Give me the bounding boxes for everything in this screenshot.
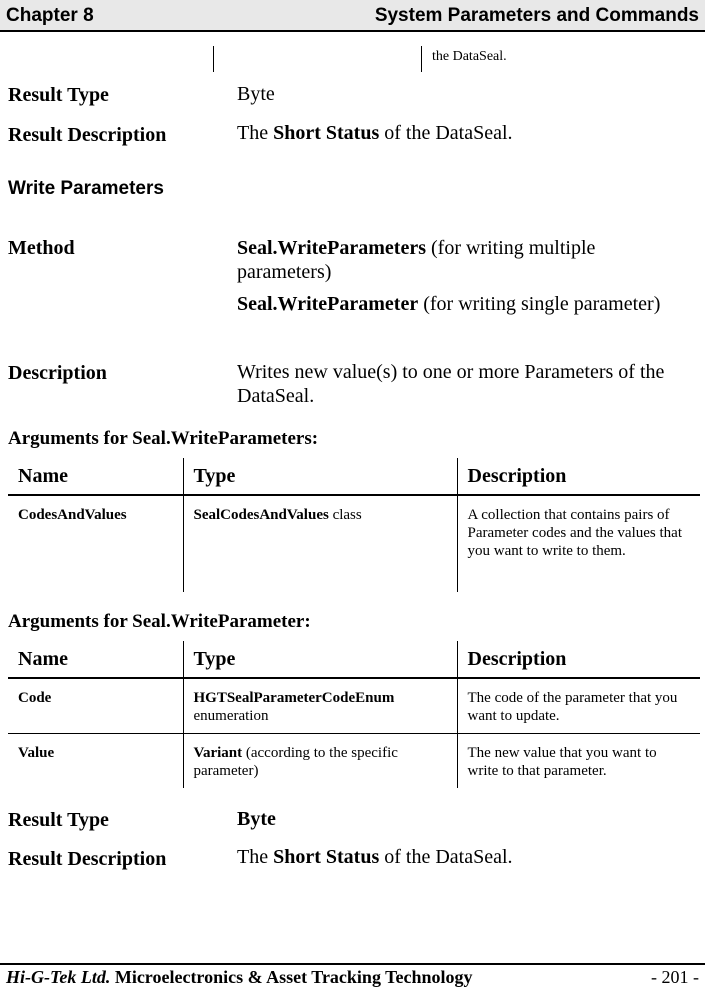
arguments-table <box>8 458 700 592</box>
type-note: (according to the specific parameter) <box>193 745 398 779</box>
table-row <box>8 678 700 734</box>
short-status-term: Short Status <box>273 846 380 868</box>
argument-description: A collection that contains pairs of Parameter codes and the values that you want to write to them. <box>457 495 700 592</box>
argument-type <box>183 495 457 592</box>
type-note: class <box>328 507 362 523</box>
table-divider <box>213 46 214 72</box>
text-suffix: of the DataSeal. <box>379 846 513 868</box>
result-description-label: Result Description <box>8 848 167 870</box>
footer-rule <box>0 963 705 965</box>
argument-description: The new value that you want to write to that parameter. <box>457 734 700 789</box>
description-continuation: the DataSeal. <box>432 49 507 64</box>
chapter-label: Chapter 8 <box>6 5 94 26</box>
table-divider <box>421 46 422 72</box>
type-name: Variant <box>193 745 243 761</box>
column-header: Type <box>183 641 457 678</box>
column-header: Name <box>8 641 183 678</box>
text-suffix: of the DataSeal. <box>379 122 513 144</box>
type-note: enumeration <box>193 708 269 724</box>
page-header <box>0 0 705 32</box>
type-name: SealCodesAndValues <box>193 507 329 523</box>
result-description-label: Result Description <box>8 124 167 146</box>
arguments-title: Arguments for Seal.WriteParameters: <box>8 428 319 449</box>
argument-name: Code <box>18 690 52 706</box>
footer-company <box>6 967 472 988</box>
description-label: Description <box>8 362 107 384</box>
table-row <box>8 495 700 592</box>
argument-name: CodesAndValues <box>18 507 127 523</box>
result-type-label: Result Type <box>8 809 109 831</box>
column-header: Description <box>457 641 700 678</box>
column-header: Type <box>183 458 457 495</box>
arguments-title: Arguments for Seal.WriteParameter: <box>8 611 311 632</box>
page-number: - 201 - <box>651 967 699 987</box>
method-note: (for writing single parameter) <box>418 293 661 315</box>
text-prefix: The <box>237 846 274 868</box>
argument-description: The code of the parameter that you want to update. <box>457 678 700 734</box>
description-value: Writes new value(s) to one or more Parameters of the DataSeal. <box>237 361 665 407</box>
short-status-term: Short Status <box>273 122 380 144</box>
method-value-multi <box>237 236 677 284</box>
section-heading: Write Parameters <box>8 178 164 199</box>
result-type-label: Result Type <box>8 84 109 106</box>
method-value-single <box>237 292 677 316</box>
method-note: (for writing multiple parameters) <box>237 237 596 283</box>
table-row <box>8 734 700 789</box>
result-description-value <box>237 121 513 145</box>
company-name: Hi-G-Tek Ltd. <box>6 967 111 987</box>
text-prefix: The <box>237 122 274 144</box>
column-header: Description <box>457 458 700 495</box>
result-description-value <box>237 845 513 869</box>
arguments-table <box>8 641 700 788</box>
argument-type <box>183 678 457 734</box>
method-name: Seal.WriteParameter <box>237 293 419 315</box>
result-type-value: Byte <box>237 808 276 830</box>
argument-name: Value <box>18 745 55 761</box>
method-label: Method <box>8 237 75 259</box>
result-type-value: Byte <box>237 83 275 105</box>
column-header: Name <box>8 458 183 495</box>
section-title: System Parameters and Commands <box>374 5 699 26</box>
method-name: Seal.WriteParameters <box>237 237 426 259</box>
argument-type <box>183 734 457 789</box>
company-tagline: Microelectronics & Asset Tracking Technology <box>110 967 473 987</box>
type-name: HGTSealParameterCodeEnum <box>193 690 395 706</box>
